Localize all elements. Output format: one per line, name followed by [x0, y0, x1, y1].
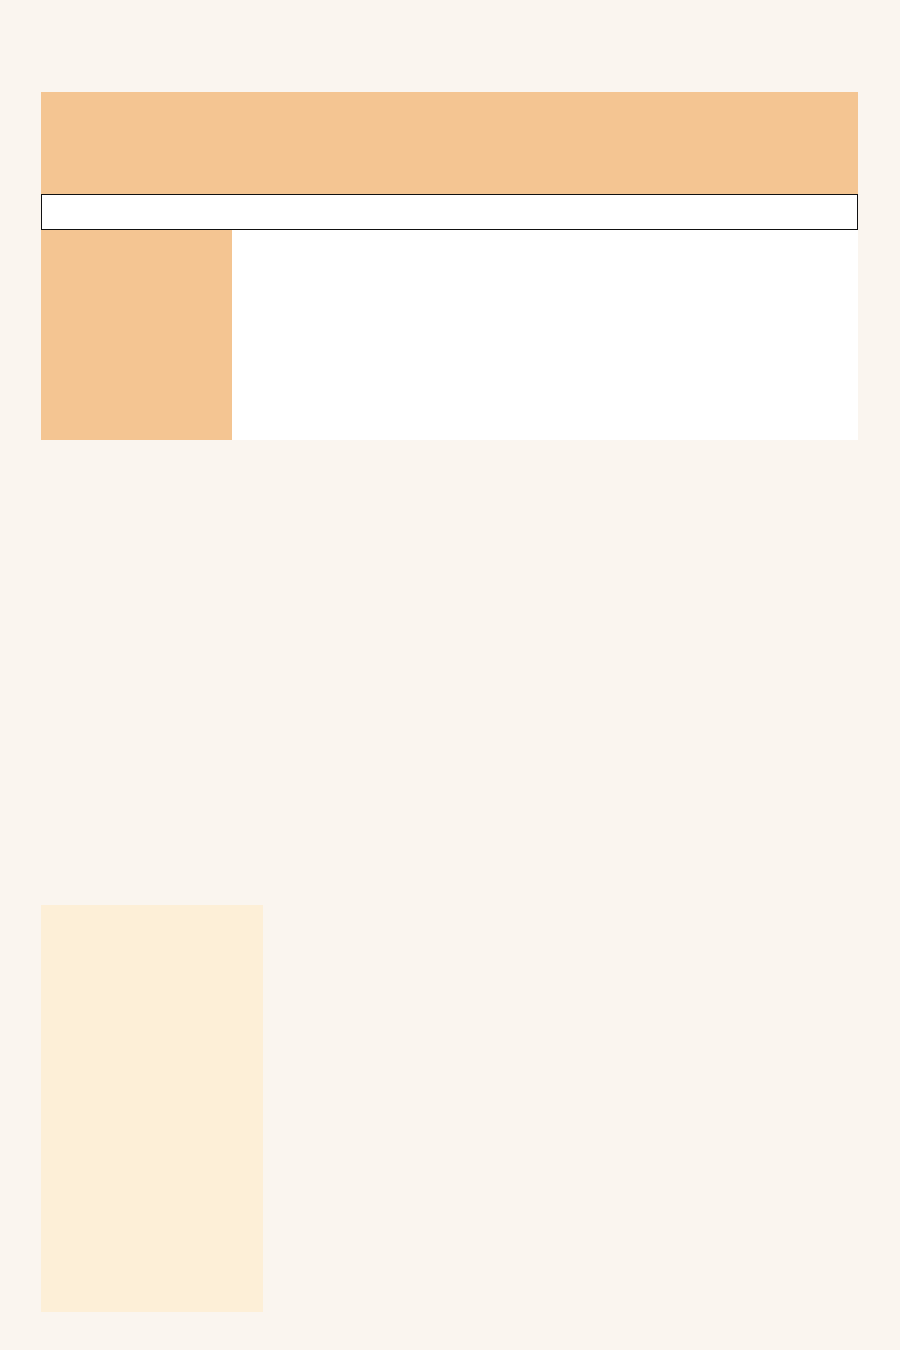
measure-values-panel — [232, 230, 858, 440]
body-measurements-block — [41, 230, 858, 440]
measure-labels-panel — [41, 230, 232, 440]
size-conversion-block — [41, 92, 858, 194]
suggested-fabrics-panel — [41, 905, 263, 1312]
letter-size-row — [41, 194, 858, 230]
